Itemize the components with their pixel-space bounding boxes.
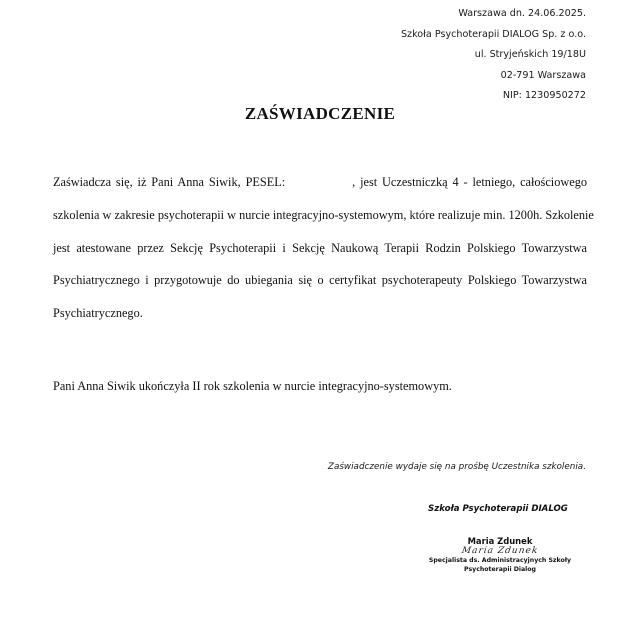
- street-address: ul. Stryjeńskich 19/18U: [474, 49, 586, 60]
- completion-statement: Pani Anna Siwik ukończyła II rok szkolenia w nurcie integracyjno-systemowym.: [53, 379, 452, 393]
- paragraph-line: jest atestowane przez Sekcję Psychoterapii i Sekcję Naukową Terapii Rodzin Polskiego Towarzystwa: [53, 240, 587, 255]
- line-text-before-pesel: Zaświadcza się, iż Pani Anna Siwik, PESEL:: [53, 175, 286, 189]
- paragraph-line: szkolenia w zakresie psychoterapii w nurcie integracyjno-systemowym, które realizuje min. 1200h. Szkolenie: [53, 207, 594, 222]
- school-signature-label: Szkoła Psychoterapii DIALOG: [428, 504, 568, 514]
- document-title: ZAŚWIADCZENIE: [244, 104, 396, 123]
- paragraph-line: Psychiatrycznego i przygotowuje do ubiegania się o certyfikat psychoterapeuty Polskiego Towarzystwa: [53, 273, 587, 288]
- certificate-paragraph: [53, 166, 594, 330]
- signature-stamp: [414, 536, 586, 574]
- paragraph-line: Psychiatrycznego.: [53, 306, 143, 321]
- issuance-note: Zaświadczenie wydaje się na prośbę Uczestnika szkolenia.: [327, 462, 586, 472]
- tax-id: NIP: 1230950272: [502, 90, 586, 101]
- organization-name: Szkoła Psychoterapii DIALOG Sp. z o.o.: [400, 28, 586, 40]
- place-date: Warszawa dn. 24.06.2025.: [458, 8, 586, 19]
- postal-city: 02-791 Warszawa: [500, 69, 586, 81]
- signatory-role-line1: Specjalista ds. Administracyjnych Szkoły: [428, 557, 572, 564]
- letterhead: [401, 4, 586, 107]
- signatory-role-line2: Psychoterapii Dialog: [464, 566, 536, 573]
- paragraph-line: [53, 166, 587, 199]
- line-text-after-pesel: , jest Uczestniczką 4 - letniego, całościowego: [352, 175, 587, 189]
- signatory-name: Maria Zdunek: [467, 536, 533, 546]
- handwritten-signature: Maria Zdunek: [461, 546, 539, 556]
